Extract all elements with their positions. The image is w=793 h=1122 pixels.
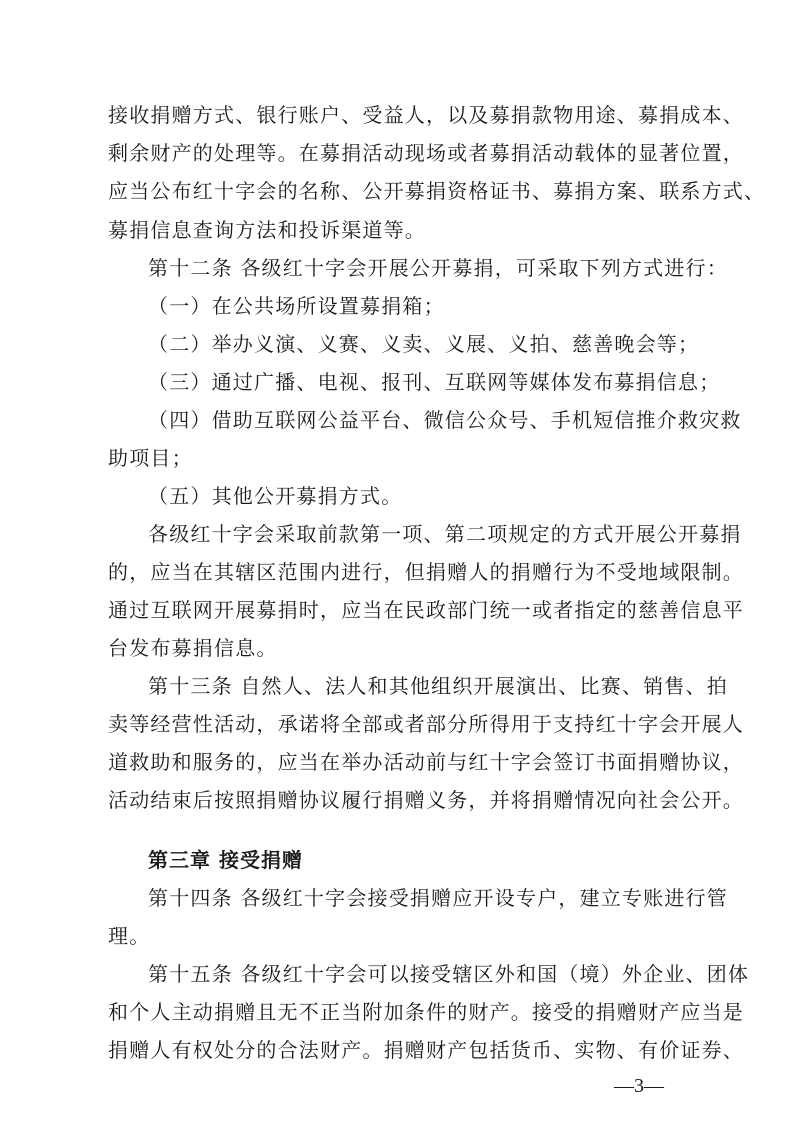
list-item: （二）举办义演、义赛、义卖、义展、义拍、慈善晚会等； bbox=[148, 332, 700, 356]
body-text-line: 理。 bbox=[108, 924, 151, 948]
body-text-line: 活动结束后按照捐赠协议履行捐赠义务，并将捐赠情况向社会公开。 bbox=[108, 788, 744, 812]
article-15-title: 第十五条 各级红十字会可以接受辖区外和国（境）外企业、团体 bbox=[148, 962, 750, 986]
list-item: （五）其他公开募捐方式。 bbox=[148, 484, 403, 508]
article-12-title: 第十二条 各级红十字会开展公开募捐，可采取下列方式进行： bbox=[148, 256, 728, 280]
body-text-line: 和个人主动捐赠且无不正当附加条件的财产。接受的捐赠财产应当是 bbox=[108, 1000, 744, 1024]
list-item: （三）通过广播、电视、报刊、互联网等媒体发布募捐信息； bbox=[148, 370, 721, 394]
body-text-line: 道救助和服务的，应当在举办活动前与红十字会签订书面捐赠协议， bbox=[108, 750, 744, 774]
body-text-line: 各级红十字会采取前款第一项、第二项规定的方式开展公开募捐 bbox=[148, 522, 742, 546]
body-text-line: 应当公布红十字会的名称、公开募捐资格证书、募捐方案、联系方式、 bbox=[108, 179, 766, 203]
list-item-continuation: 助项目； bbox=[108, 446, 193, 470]
body-text-line: 的，应当在其辖区范围内进行，但捐赠人的捐赠行为不受地域限制。 bbox=[108, 560, 744, 584]
chapter-heading: 第三章 接受捐赠 bbox=[148, 848, 303, 872]
list-item: （四）借助互联网公益平台、微信公众号、手机短信推介救灾救 bbox=[148, 408, 742, 432]
body-text-line: 卖等经营性活动，承诺将全部或者部分所得用于支持红十字会开展人 bbox=[108, 712, 744, 736]
body-text-line: 募捐信息查询方法和投诉渠道等。 bbox=[108, 218, 426, 242]
body-text-line: 台发布募捐信息。 bbox=[108, 636, 278, 660]
body-text-line: 捐赠人有权处分的合法财产。捐赠财产包括货币、实物、有价证券、 bbox=[108, 1038, 744, 1062]
body-text-line: 通过互联网开展募捐时，应当在民政部门统一或者指定的慈善信息平 bbox=[108, 598, 744, 622]
body-text-line: 接收捐赠方式、银行账户、受益人，以及募捐款物用途、募捐成本、 bbox=[108, 103, 744, 127]
body-text-line: 剩余财产的处理等。在募捐活动现场或者募捐活动载体的显著位置， bbox=[108, 141, 744, 165]
page-number: —3— bbox=[614, 1075, 664, 1097]
article-13-title: 第十三条 自然人、法人和其他组织开展演出、比赛、销售、拍 bbox=[148, 674, 728, 698]
article-14-title: 第十四条 各级红十字会接受捐赠应开设专户，建立专账进行管 bbox=[148, 886, 728, 910]
list-item: （一）在公共场所设置募捐箱； bbox=[148, 294, 445, 318]
